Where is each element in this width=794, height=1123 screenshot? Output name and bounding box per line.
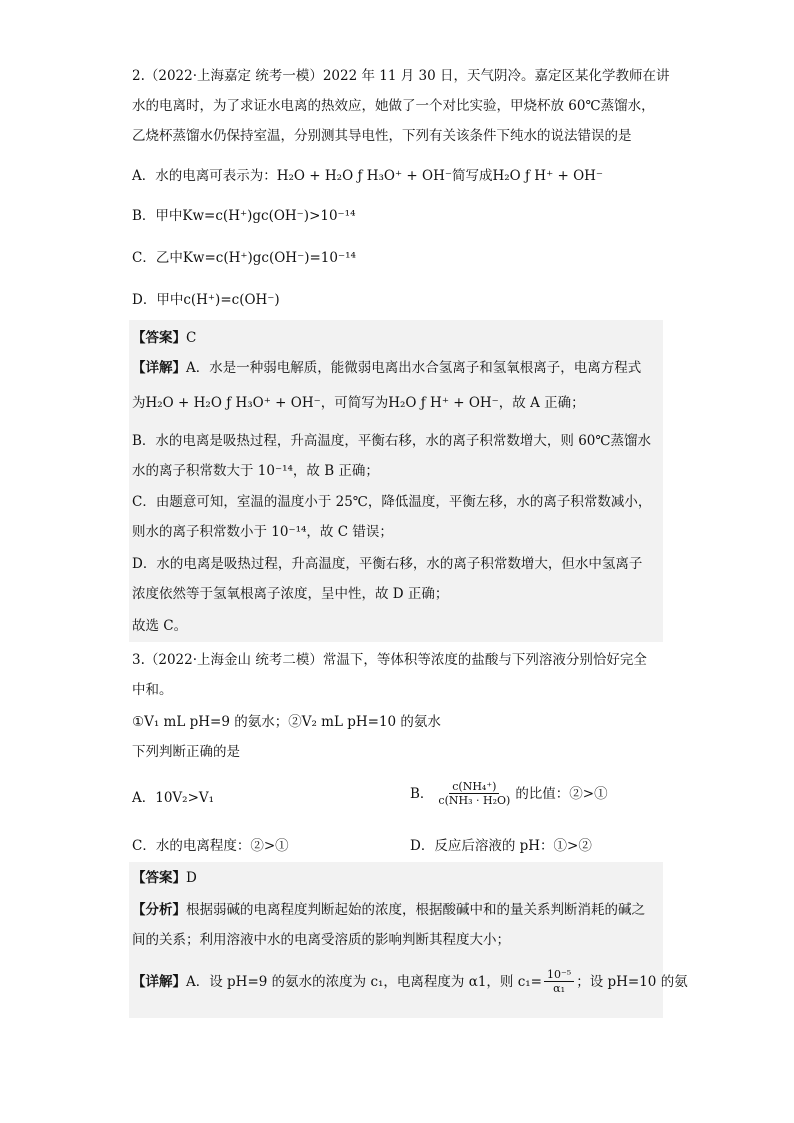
q3-answer: 【答案】D xyxy=(132,870,197,886)
q3-detail-1-suffix: ；设 pH=10 的氨 xyxy=(576,973,688,990)
q3-stem-line4: 下列判断正确的是 xyxy=(132,744,240,760)
section-label: 【答案】 xyxy=(132,330,186,346)
q2-detail-4: 水的离子积常数大于 10⁻¹⁴，故 B 正确； xyxy=(132,463,379,479)
q2-detail-1: 【详解】A．水是一种弱电解质，能微弱电离出水合氢离子和氢氧根离子，电离方程式 xyxy=(132,360,642,376)
q3-option-a: A．10V₂>V₁ xyxy=(132,790,215,806)
q2-detail-5: C．由题意可知，室温的温度小于 25℃，降低温度，平衡左移，水的离子积常数减小， xyxy=(132,494,652,510)
q2-detail-6: 则水的离子积常数小于 10⁻¹⁴，故 C 错误； xyxy=(132,524,393,540)
q3-analysis-2: 间的关系；利用溶液中水的电离受溶质的影响判断其程度大小； xyxy=(132,932,510,948)
q2-stem-line1: 2.（2022·上海嘉定 统考一模）2022 年 11 月 30 日，天气阴冷。嘉定区某化学教师在讲 xyxy=(132,68,670,84)
section-label: 【答案】 xyxy=(132,870,186,886)
q3-option-d: D．反应后溶液的 pH：①>② xyxy=(410,838,592,854)
q3-stem-line2: 中和。 xyxy=(132,682,173,698)
q3-stem-line1: 3.（2022·上海金山 统考二模）常温下，等体积等浓度的盐酸与下列溶液分别恰好完全 xyxy=(132,652,647,668)
q3-detail-1-denominator: α₁ xyxy=(553,982,566,995)
q3-detail-1 xyxy=(132,968,688,995)
q3-option-b-fraction xyxy=(435,780,513,807)
q2-stem-line2: 水的电离时，为了求证水电离的热效应，她做了一个对比实验，甲烧杯放 60℃蒸馏水， xyxy=(132,98,655,114)
section-label: 【详解】 xyxy=(132,360,186,376)
q2-detail-2: 为H₂O + H₂O ƒ H₃O⁺ + OH⁻，可简写为H₂O ƒ H⁺ + OH⁻，故 A 正确； xyxy=(132,395,585,411)
q2-detail-9: 故选 C。 xyxy=(132,618,188,634)
q3-option-b xyxy=(410,780,608,807)
q2-option-c: C．乙中Kw=c(H⁺)gc(OH⁻)=10⁻¹⁴ xyxy=(132,250,356,266)
q2-answer: 【答案】C xyxy=(132,330,197,346)
q3-option-c: C．水的电离程度：②>① xyxy=(132,838,289,854)
section-label: 【分析】 xyxy=(132,902,186,918)
q3-detail-1-numerator: 10⁻⁵ xyxy=(544,968,574,982)
q3-analysis-1: 【分析】根据弱碱的电离程度判断起始的浓度，根据酸碱中和的量关系判断消耗的碱之 xyxy=(132,902,645,918)
q3-option-b-numerator: c(NH₄⁺) xyxy=(449,780,499,794)
q2-detail-8: 浓度依然等于氢氧根离子浓度，呈中性，故 D 正确； xyxy=(132,586,449,602)
q2-detail-3: B．水的电离是吸热过程，升高温度，平衡右移，水的离子积常数增大，则 60℃蒸馏水 xyxy=(132,433,651,449)
q2-stem-line3: 乙烧杯蒸馏水仍保持室温，分别测其导电性，下列有关该条件下纯水的说法错误的是 xyxy=(132,128,632,144)
q3-option-b-denominator: c(NH₃ · H₂O) xyxy=(438,794,511,807)
q3-option-b-prefix: B． xyxy=(410,785,434,802)
q3-stem-line3: ①V₁ mL pH=9 的氨水；②V₂ mL pH=10 的氨水 xyxy=(132,714,441,730)
q2-option-a: A．水的电离可表示为：H₂O + H₂O ƒ H₃O⁺ + OH⁻简写成H₂O ƒ H⁺ + OH⁻ xyxy=(132,168,604,184)
section-label: 【详解】 xyxy=(132,973,186,990)
q3-option-b-suffix: 的比值：②>① xyxy=(515,785,608,802)
q2-detail-7: D．水的电离是吸热过程，升高温度，平衡右移，水的离子积常数增大，但水中氢离子 xyxy=(132,556,643,572)
q3-detail-1-fraction xyxy=(544,968,574,995)
q3-detail-1-prefix: 【详解】A．设 pH=9 的氨水的浓度为 c₁，电离程度为 α1，则 c₁= xyxy=(132,973,542,990)
q2-option-d: D．甲中c(H⁺)=c(OH⁻) xyxy=(132,292,280,308)
q2-option-b: B．甲中Kw=c(H⁺)gc(OH⁻)>10⁻¹⁴ xyxy=(132,208,356,224)
